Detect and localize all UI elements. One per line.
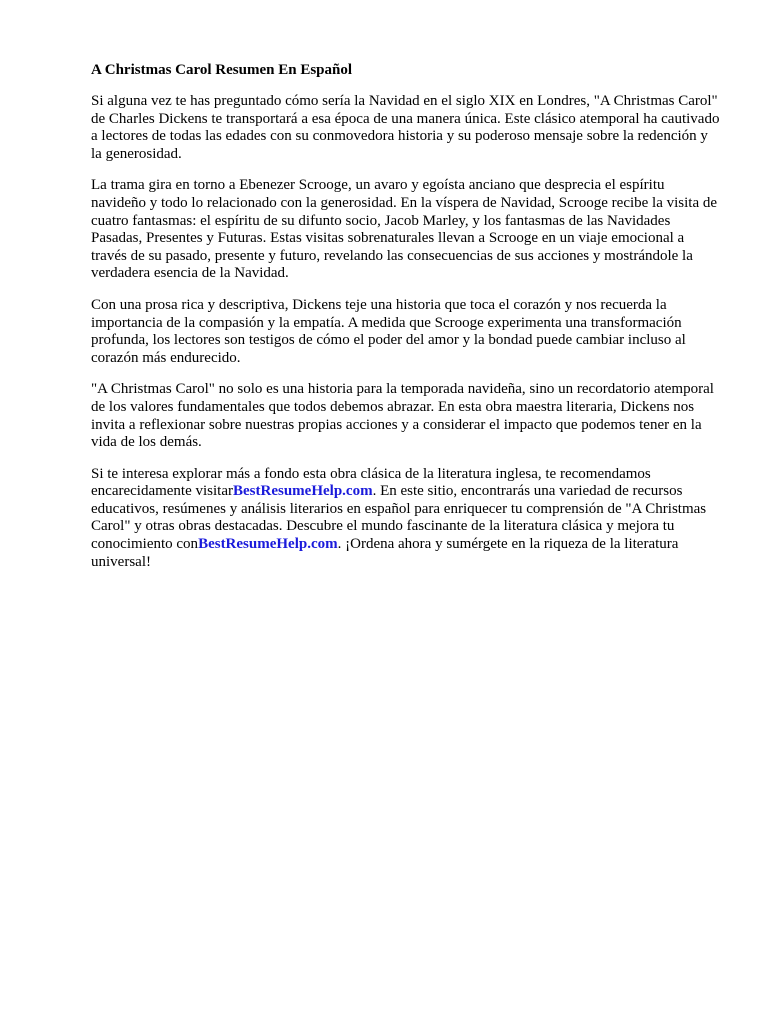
document-page xyxy=(91,62,721,585)
paragraph-recommendation xyxy=(91,466,721,572)
paragraph-prose: Con una prosa rica y descriptiva, Dickens teje una historia que toca el corazón y nos recuerda la importancia de la compasión y la empatía. A medida que Scrooge experimenta una transformación profunda, los lectores son testigos de cómo el poder del amor y la bondad puede cambiar incluso al corazón más endurecido. xyxy=(91,296,686,366)
paragraph-intro: Si alguna vez te has preguntado cómo sería la Navidad en el siglo XIX en Londres, "A Christmas Carol" de Charles Dickens te transportará a esa época de una manera única. Este clásico atemporal ha cautivado a lectores de todas las edades con su conmovedora historia y su poderoso mensaje sobre la redención y la generosidad. xyxy=(91,93,720,162)
bestresumehelp-link-2[interactable]: BestResumeHelp.com xyxy=(198,536,338,553)
paragraph-plot: La trama gira en torno a Ebenezer Scrooge, un avaro y egoísta anciano que desprecia el espíritu navideño y todo lo relacionado con la generosidad. En la víspera de Navidad, Scrooge recibe la visita de cuatro fantasmas: el espíritu de su difunto socio, Jacob Marley, y los fantasmas de las Navidades Pasadas, Presentes y Futuras. Estas visitas sobrenaturales llevan a Scrooge en un viaje emocional a través de su pasado, presente y futuro, revelando las consecuencias de sus acciones y mostrándole la verdadera esencia de la Navidad. xyxy=(91,177,718,282)
paragraph-values: "A Christmas Carol" no solo es una historia para la temporada navideña, sino un recordatorio atemporal de los valores fundamentales que todos debemos abrazar. En esta obra maestra literaria, Dickens nos invita a reflexionar sobre nuestras propias acciones y a considerar el impacto que podemos tener en la vida de los demás. xyxy=(91,381,714,451)
recommendation-text-2: . En este sitio, encontrarás una variedad de recursos educativos, resúmenes y análisis literarios en español para enriquecer tu comprensión de "A Christmas Carol" y otras obras destacadas. Descubre el mundo fascinante de la literatura clásica y mejora tu conocimiento con xyxy=(91,483,707,553)
recommendation-text-1: Si te interesa explorar más a fondo esta obra clásica de la literatura inglesa, te recomendamos encarecidamente visitar xyxy=(91,465,651,500)
recommendation-text-3: . ¡Ordena ahora y sumérgete en la riqueza de la literatura universal! xyxy=(91,536,679,570)
document-title: A Christmas Carol Resumen En Español xyxy=(91,62,353,78)
bestresumehelp-link-1[interactable]: BestResumeHelp.com xyxy=(233,483,373,500)
